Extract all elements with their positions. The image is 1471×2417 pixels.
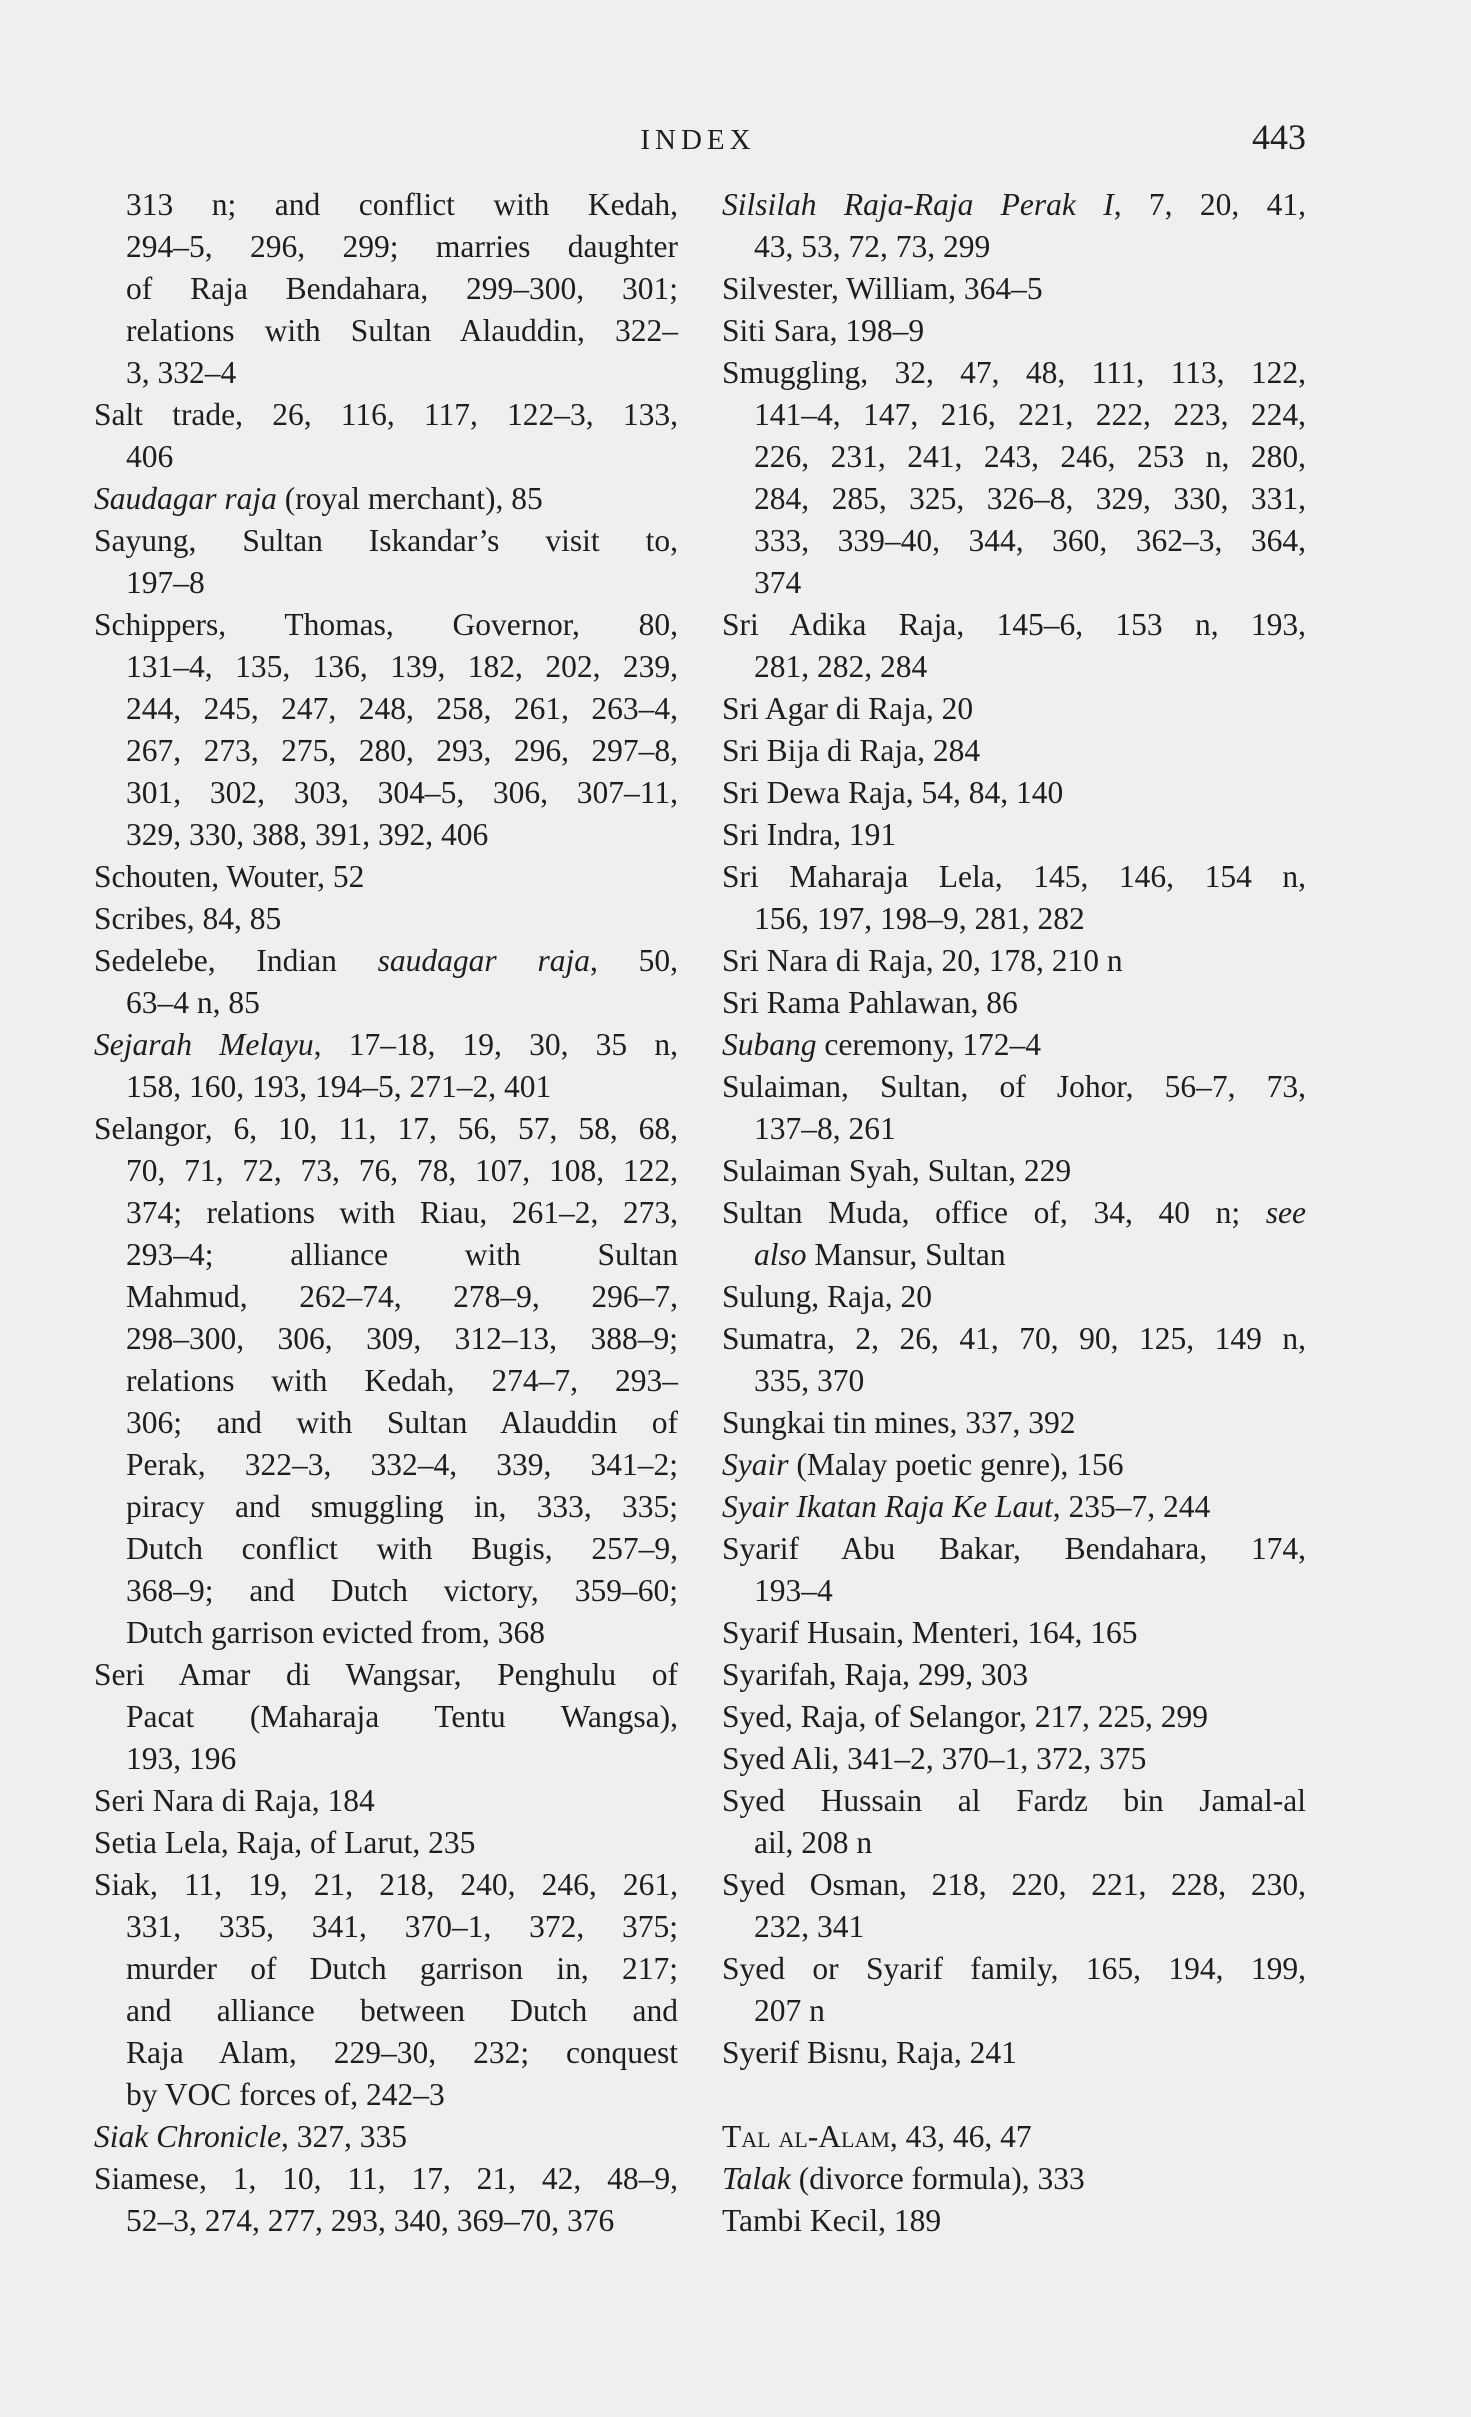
entry-line: Scribes, 84, 85 bbox=[94, 901, 282, 936]
entry-line: 368–9; and Dutch victory, 359–60; bbox=[126, 1573, 678, 1608]
index-entry bbox=[94, 2158, 678, 2242]
index-entry bbox=[94, 394, 678, 478]
index-entry bbox=[722, 982, 1306, 1024]
entry-line: 70, 71, 72, 73, 76, 78, 107, 108, 122, bbox=[126, 1153, 678, 1188]
italic-term: Silsilah Raja-Raja Perak I bbox=[722, 187, 1114, 222]
entry-line: 333, 339–40, 344, 360, 362–3, 364, bbox=[754, 523, 1306, 558]
index-entry bbox=[722, 940, 1306, 982]
index-entry bbox=[722, 1948, 1306, 2032]
entry-line: 267, 273, 275, 280, 293, 296, 297–8, bbox=[126, 733, 678, 768]
italic-term: see bbox=[1265, 1195, 1306, 1230]
entry-line: Tambi Kecil, 189 bbox=[722, 2203, 942, 2238]
entry-line: Pacat (Maharaja Tentu Wangsa), bbox=[126, 1699, 678, 1734]
entry-line: Syed Hussain al Fardz bin Jamal-al bbox=[722, 1783, 1306, 1818]
entry-line: Sayung, Sultan Iskandar’s visit to, bbox=[94, 523, 678, 558]
index-entry bbox=[94, 1780, 678, 1822]
running-head: INDEX bbox=[640, 124, 756, 156]
entry-line: 141–4, 147, 216, 221, 222, 223, 224, bbox=[754, 397, 1306, 432]
entry-line bbox=[94, 2116, 678, 2158]
entry-line: Sungkai tin mines, 337, 392 bbox=[722, 1405, 1076, 1440]
entry-line: Syed, Raja, of Selangor, 217, 225, 299 bbox=[722, 1699, 1209, 1734]
entry-line: of Raja Bendahara, 299–300, 301; bbox=[126, 271, 678, 306]
entry-line: 374; relations with Riau, 261–2, 273, bbox=[126, 1195, 678, 1230]
entry-text: Sedelebe, Indian bbox=[94, 943, 378, 978]
index-entry bbox=[722, 730, 1306, 772]
index-entry bbox=[722, 814, 1306, 856]
entry-line: Sulung, Raja, 20 bbox=[722, 1279, 932, 1314]
italic-term: Subang bbox=[722, 1027, 817, 1062]
entry-line: 232, 341 bbox=[754, 1909, 865, 1944]
entry-line: 193, 196 bbox=[126, 1741, 237, 1776]
page-number: 443 bbox=[1252, 117, 1306, 157]
index-column-left bbox=[94, 184, 678, 2242]
italic-term: Syair Ikatan Raja Ke Laut bbox=[722, 1489, 1053, 1524]
italic-term: Saudagar raja bbox=[94, 481, 277, 516]
entry-line bbox=[722, 184, 1306, 226]
entry-line: Syed Ali, 341–2, 370–1, 372, 375 bbox=[722, 1741, 1147, 1776]
index-entry bbox=[722, 1486, 1306, 1528]
entry-line: Siamese, 1, 10, 11, 17, 21, 42, 48–9, bbox=[94, 2161, 678, 2196]
index-entry bbox=[94, 1822, 678, 1864]
entry-line: 335, 370 bbox=[754, 1363, 865, 1398]
entry-text: , 17–18, 19, 30, 35 n, bbox=[313, 1027, 678, 1062]
italic-term: Talak bbox=[722, 2161, 791, 2196]
entry-line: Sri Bija di Raja, 284 bbox=[722, 733, 981, 768]
entry-line: Selangor, 6, 10, 11, 17, 56, 57, 58, 68, bbox=[94, 1111, 678, 1146]
entry-line: murder of Dutch garrison in, 217; bbox=[126, 1951, 678, 1986]
entry-line: 293–4; alliance with Sultan bbox=[126, 1237, 678, 1272]
entry-line: Sumatra, 2, 26, 41, 70, 90, 125, 149 n, bbox=[722, 1321, 1306, 1356]
entry-line: 298–300, 306, 309, 312–13, 388–9; bbox=[126, 1321, 678, 1356]
entry-text: (Malay poetic genre), 156 bbox=[788, 1447, 1124, 1482]
index-entry bbox=[722, 1150, 1306, 1192]
entry-line: 313 n; and conflict with Kedah, bbox=[126, 187, 678, 222]
index-entry bbox=[722, 772, 1306, 814]
index-entry bbox=[94, 478, 678, 520]
entry-text: Mansur, Sultan bbox=[806, 1237, 1006, 1272]
index-entry bbox=[94, 1108, 678, 1654]
entry-line: Syerif Bisnu, Raja, 241 bbox=[722, 2035, 1017, 2070]
index-entry bbox=[722, 2158, 1306, 2200]
entry-line bbox=[722, 1486, 1306, 1528]
index-entry bbox=[722, 856, 1306, 940]
index-entry bbox=[722, 688, 1306, 730]
entry-text: (divorce formula), 333 bbox=[790, 2161, 1085, 2196]
entry-line bbox=[722, 1444, 1306, 1486]
index-entry bbox=[94, 604, 678, 856]
index-entry bbox=[94, 940, 678, 1024]
entry-line: 284, 285, 325, 326–8, 329, 330, 331, bbox=[754, 481, 1306, 516]
entry-line: Sri Nara di Raja, 20, 178, 210 n bbox=[722, 943, 1123, 978]
italic-term: saudagar raja bbox=[377, 943, 590, 978]
index-entry bbox=[94, 1864, 678, 2116]
entry-line: 3, 332–4 bbox=[126, 355, 237, 390]
entry-line: 294–5, 296, 299; marries daughter bbox=[126, 229, 678, 264]
entry-line: Dutch conflict with Bugis, 257–9, bbox=[126, 1531, 678, 1566]
index-entry bbox=[94, 856, 678, 898]
index-entry bbox=[94, 1654, 678, 1780]
entry-line: Siak, 11, 19, 21, 218, 240, 246, 261, bbox=[94, 1867, 678, 1902]
entry-line: piracy and smuggling in, 333, 335; bbox=[126, 1489, 678, 1524]
small-caps-term: Tal al-Alam bbox=[722, 2119, 890, 2154]
entry-line: Salt trade, 26, 116, 117, 122–3, 133, bbox=[94, 397, 678, 432]
entry-line: 301, 302, 303, 304–5, 306, 307–11, bbox=[126, 775, 678, 810]
entry-line bbox=[722, 1024, 1306, 1066]
entry-line: Perak, 322–3, 332–4, 339, 341–2; bbox=[126, 1447, 678, 1482]
entry-line bbox=[722, 2116, 1306, 2158]
entry-line: 52–3, 274, 277, 293, 340, 369–70, 376 bbox=[126, 2203, 615, 2238]
index-entry bbox=[722, 2116, 1306, 2158]
entry-line: 329, 330, 388, 391, 392, 406 bbox=[126, 817, 489, 852]
index-entry bbox=[722, 1780, 1306, 1864]
entry-line: Sri Rama Pahlawan, 86 bbox=[722, 985, 1018, 1020]
entry-line: Mahmud, 262–74, 278–9, 296–7, bbox=[126, 1279, 678, 1314]
entry-line bbox=[94, 478, 678, 520]
index-entry bbox=[722, 310, 1306, 352]
index-entry bbox=[722, 1276, 1306, 1318]
entry-line bbox=[722, 1234, 1306, 1276]
entry-line: 331, 335, 341, 370–1, 372, 375; bbox=[126, 1909, 678, 1944]
entry-text: , 7, 20, 41, bbox=[1113, 187, 1306, 222]
index-entry bbox=[722, 352, 1306, 604]
index-entry bbox=[722, 268, 1306, 310]
index-entry bbox=[722, 1696, 1306, 1738]
index-entry bbox=[94, 898, 678, 940]
entry-line: 374 bbox=[754, 565, 802, 600]
entry-line: Syarif Husain, Menteri, 164, 165 bbox=[722, 1615, 1138, 1650]
entry-line: Schippers, Thomas, Governor, 80, bbox=[94, 607, 678, 642]
entry-line: Dutch garrison evicted from, 368 bbox=[126, 1615, 546, 1650]
index-entry bbox=[94, 520, 678, 604]
italic-term: Syair bbox=[722, 1447, 789, 1482]
entry-line: ail, 208 n bbox=[754, 1825, 873, 1860]
entry-line: 43, 53, 72, 73, 299 bbox=[754, 229, 991, 264]
index-entry bbox=[722, 604, 1306, 688]
entry-line: 137–8, 261 bbox=[754, 1111, 896, 1146]
index-entry bbox=[722, 1444, 1306, 1486]
entry-line: 226, 231, 241, 243, 246, 253 n, 280, bbox=[754, 439, 1306, 474]
entry-line bbox=[94, 940, 678, 982]
entry-line: 156, 197, 198–9, 281, 282 bbox=[754, 901, 1085, 936]
entry-line: Sri Agar di Raja, 20 bbox=[722, 691, 974, 726]
entry-line: 158, 160, 193, 194–5, 271–2, 401 bbox=[126, 1069, 552, 1104]
entry-line: Siti Sara, 198–9 bbox=[722, 313, 925, 348]
entry-line bbox=[722, 2158, 1306, 2200]
entry-text: , 43, 46, 47 bbox=[889, 2119, 1032, 2154]
index-entry bbox=[722, 1066, 1306, 1150]
index-entry bbox=[94, 184, 678, 394]
entry-text: Sultan Muda, office of, 34, 40 n; bbox=[722, 1195, 1266, 1230]
index-entry bbox=[722, 2200, 1306, 2242]
entry-line: Raja Alam, 229–30, 232; conquest bbox=[126, 2035, 678, 2070]
index-entry bbox=[722, 1738, 1306, 1780]
index-entry bbox=[722, 2032, 1306, 2074]
italic-term: also bbox=[754, 1237, 807, 1272]
entry-text: (royal merchant), 85 bbox=[276, 481, 543, 516]
index-entry bbox=[722, 1864, 1306, 1948]
entry-text: , 50, bbox=[589, 943, 679, 978]
entry-line: 306; and with Sultan Alauddin of bbox=[126, 1405, 678, 1440]
entry-line: relations with Kedah, 274–7, 293– bbox=[126, 1363, 678, 1398]
entry-line: Seri Nara di Raja, 184 bbox=[94, 1783, 375, 1818]
entry-line: 131–4, 135, 136, 139, 182, 202, 239, bbox=[126, 649, 678, 684]
entry-text: ceremony, 172–4 bbox=[816, 1027, 1042, 1062]
entry-line: Silvester, William, 364–5 bbox=[722, 271, 1043, 306]
index-entry bbox=[722, 1612, 1306, 1654]
entry-line: Sulaiman, Sultan, of Johor, 56–7, 73, bbox=[722, 1069, 1306, 1104]
entry-line: 281, 282, 284 bbox=[754, 649, 928, 684]
entry-line: 197–8 bbox=[126, 565, 205, 600]
entry-line: Schouten, Wouter, 52 bbox=[94, 859, 365, 894]
entry-line: Sri Maharaja Lela, 145, 146, 154 n, bbox=[722, 859, 1306, 894]
italic-term: Sejarah Melayu bbox=[94, 1027, 314, 1062]
entry-line bbox=[94, 1024, 678, 1066]
entry-line: Sulaiman Syah, Sultan, 229 bbox=[722, 1153, 1072, 1188]
index-entry bbox=[722, 1192, 1306, 1276]
entry-line: Sri Adika Raja, 145–6, 153 n, 193, bbox=[722, 607, 1306, 642]
entry-line: Syed or Syarif family, 165, 194, 199, bbox=[722, 1951, 1306, 1986]
index-entry bbox=[94, 1024, 678, 1108]
entry-line: Smuggling, 32, 47, 48, 111, 113, 122, bbox=[722, 355, 1306, 390]
entry-line: Sri Dewa Raja, 54, 84, 140 bbox=[722, 775, 1064, 810]
entry-text: , 327, 335 bbox=[280, 2119, 407, 2154]
entry-line: Setia Lela, Raja, of Larut, 235 bbox=[94, 1825, 476, 1860]
index-entry bbox=[722, 1654, 1306, 1696]
entry-line: and alliance between Dutch and bbox=[126, 1993, 678, 2028]
entry-line bbox=[722, 1192, 1306, 1234]
index-entry bbox=[722, 1402, 1306, 1444]
entry-line: Syed Osman, 218, 220, 221, 228, 230, bbox=[722, 1867, 1306, 1902]
entry-line: 207 n bbox=[754, 1993, 825, 2028]
index-entry bbox=[722, 184, 1306, 268]
entry-line: Seri Amar di Wangsar, Penghulu of bbox=[94, 1657, 678, 1692]
entry-line: by VOC forces of, 242–3 bbox=[126, 2077, 445, 2112]
entry-line: 63–4 n, 85 bbox=[126, 985, 260, 1020]
italic-term: Siak Chronicle bbox=[94, 2119, 281, 2154]
entry-line: relations with Sultan Alauddin, 322– bbox=[126, 313, 678, 348]
entry-line: Syarifah, Raja, 299, 303 bbox=[722, 1657, 1029, 1692]
entry-text: , 235–7, 244 bbox=[1052, 1489, 1211, 1524]
entry-line: 193–4 bbox=[754, 1573, 833, 1608]
entry-line: Syarif Abu Bakar, Bendahara, 174, bbox=[722, 1531, 1306, 1566]
index-entry bbox=[722, 1318, 1306, 1402]
entry-line: Sri Indra, 191 bbox=[722, 817, 897, 852]
entry-line: 244, 245, 247, 248, 258, 261, 263–4, bbox=[126, 691, 678, 726]
index-column-right bbox=[722, 184, 1306, 2242]
index-entry bbox=[722, 1024, 1306, 1066]
index-entry bbox=[94, 2116, 678, 2158]
index-entry bbox=[722, 1528, 1306, 1612]
section-break bbox=[722, 2074, 1306, 2116]
entry-line: 406 bbox=[126, 439, 174, 474]
